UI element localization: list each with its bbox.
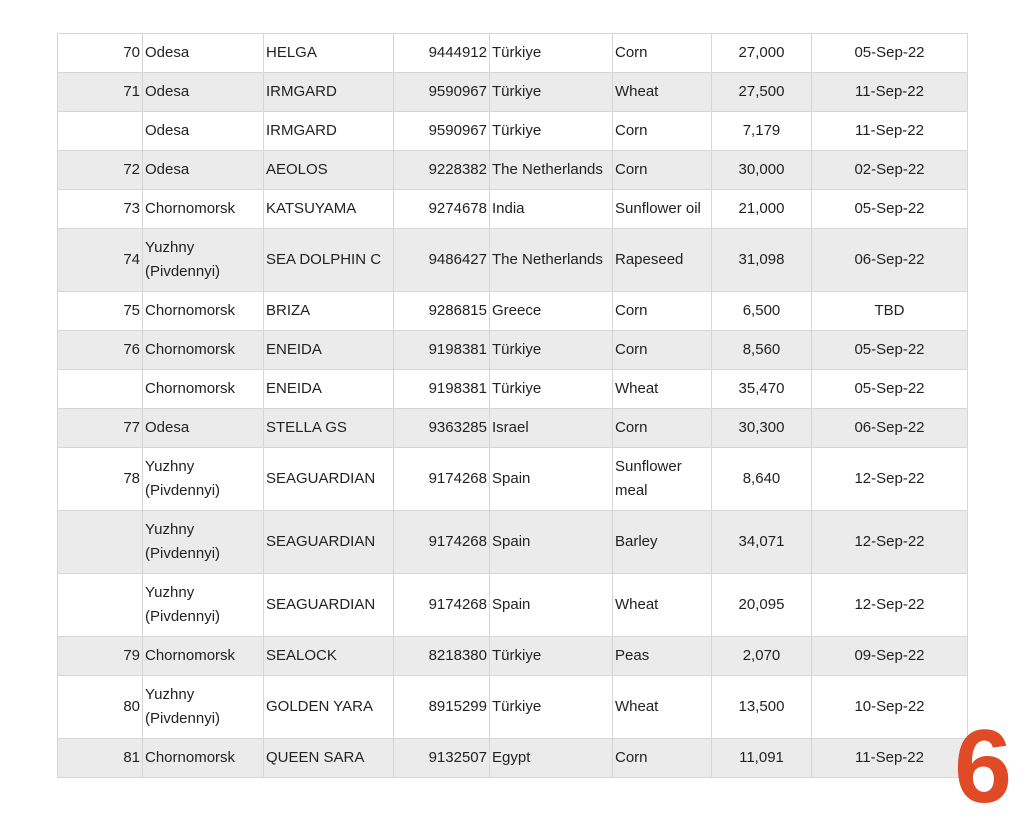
imo-cell: 9590967 xyxy=(394,73,490,112)
cargo-cell: Corn xyxy=(613,409,712,448)
table-row xyxy=(58,739,968,778)
table-row xyxy=(58,229,968,292)
table-row xyxy=(58,151,968,190)
port-cell: Odesa xyxy=(143,151,264,190)
imo-cell: 9286815 xyxy=(394,292,490,331)
vessel-cell: IRMGARD xyxy=(264,73,394,112)
tonnage-cell: 8,640 xyxy=(712,448,812,511)
tonnage-cell: 27,500 xyxy=(712,73,812,112)
date-cell: 11-Sep-22 xyxy=(812,73,968,112)
row-number: 80 xyxy=(58,676,143,739)
port-cell: Chornomorsk xyxy=(143,331,264,370)
imo-cell: 9198381 xyxy=(394,331,490,370)
tonnage-cell: 31,098 xyxy=(712,229,812,292)
flag-cell: Greece xyxy=(490,292,613,331)
imo-cell: 9198381 xyxy=(394,370,490,409)
row-number: 72 xyxy=(58,151,143,190)
port-cell: Yuzhny (Pivdennyi) xyxy=(143,676,264,739)
imo-cell: 9274678 xyxy=(394,190,490,229)
port-cell: Yuzhny (Pivdennyi) xyxy=(143,229,264,292)
vessel-cell: HELGA xyxy=(264,34,394,73)
cargo-cell: Sunflower meal xyxy=(613,448,712,511)
date-cell: 05-Sep-22 xyxy=(812,331,968,370)
row-number: 74 xyxy=(58,229,143,292)
date-cell: 11-Sep-22 xyxy=(812,112,968,151)
flag-cell: Türkiye xyxy=(490,676,613,739)
port-cell: Chornomorsk xyxy=(143,739,264,778)
flag-cell: India xyxy=(490,190,613,229)
tonnage-cell: 2,070 xyxy=(712,637,812,676)
page-number: 6 xyxy=(954,709,1012,825)
date-cell: 12-Sep-22 xyxy=(812,511,968,574)
table-row xyxy=(58,112,968,151)
cargo-cell: Rapeseed xyxy=(613,229,712,292)
imo-cell: 9444912 xyxy=(394,34,490,73)
table-row xyxy=(58,409,968,448)
flag-cell: Spain xyxy=(490,511,613,574)
cargo-cell: Wheat xyxy=(613,676,712,739)
vessel-cell: SEA DOLPHIN C xyxy=(264,229,394,292)
flag-cell: Israel xyxy=(490,409,613,448)
vessel-cell: ENEIDA xyxy=(264,331,394,370)
cargo-cell: Corn xyxy=(613,112,712,151)
imo-cell: 9174268 xyxy=(394,448,490,511)
table-row xyxy=(58,511,968,574)
cargo-cell: Corn xyxy=(613,34,712,73)
cargo-cell: Wheat xyxy=(613,73,712,112)
tonnage-cell: 13,500 xyxy=(712,676,812,739)
date-cell: 12-Sep-22 xyxy=(812,574,968,637)
vessel-cell: SEAGUARDIAN xyxy=(264,574,394,637)
vessel-cell: SEAGUARDIAN xyxy=(264,448,394,511)
row-number xyxy=(58,112,143,151)
row-number: 77 xyxy=(58,409,143,448)
vessel-cell: SEAGUARDIAN xyxy=(264,511,394,574)
row-number xyxy=(58,370,143,409)
row-number: 79 xyxy=(58,637,143,676)
date-cell: 05-Sep-22 xyxy=(812,190,968,229)
imo-cell: 8218380 xyxy=(394,637,490,676)
row-number: 70 xyxy=(58,34,143,73)
port-cell: Odesa xyxy=(143,34,264,73)
flag-cell: Spain xyxy=(490,574,613,637)
tonnage-cell: 6,500 xyxy=(712,292,812,331)
table-row xyxy=(58,370,968,409)
vessel-cell: KATSUYAMA xyxy=(264,190,394,229)
vessel-cell: IRMGARD xyxy=(264,112,394,151)
flag-cell: Türkiye xyxy=(490,370,613,409)
flag-cell: The Netherlands xyxy=(490,229,613,292)
date-cell: 02-Sep-22 xyxy=(812,151,968,190)
date-cell: TBD xyxy=(812,292,968,331)
tonnage-cell: 35,470 xyxy=(712,370,812,409)
flag-cell: Türkiye xyxy=(490,331,613,370)
tonnage-cell: 11,091 xyxy=(712,739,812,778)
port-cell: Yuzhny (Pivdennyi) xyxy=(143,448,264,511)
table-row xyxy=(58,331,968,370)
date-cell: 06-Sep-22 xyxy=(812,229,968,292)
imo-cell: 9174268 xyxy=(394,511,490,574)
table-row xyxy=(58,34,968,73)
date-cell: 12-Sep-22 xyxy=(812,448,968,511)
port-cell: Chornomorsk xyxy=(143,292,264,331)
cargo-cell: Wheat xyxy=(613,574,712,637)
cargo-cell: Wheat xyxy=(613,370,712,409)
flag-cell: Türkiye xyxy=(490,73,613,112)
tonnage-cell: 21,000 xyxy=(712,190,812,229)
cargo-cell: Corn xyxy=(613,331,712,370)
shipment-table xyxy=(57,33,968,778)
tonnage-cell: 7,179 xyxy=(712,112,812,151)
flag-cell: The Netherlands xyxy=(490,151,613,190)
cargo-cell: Corn xyxy=(613,739,712,778)
tonnage-cell: 34,071 xyxy=(712,511,812,574)
flag-cell: Türkiye xyxy=(490,34,613,73)
flag-cell: Türkiye xyxy=(490,637,613,676)
table-row xyxy=(58,190,968,229)
port-cell: Chornomorsk xyxy=(143,637,264,676)
port-cell: Yuzhny (Pivdennyi) xyxy=(143,511,264,574)
row-number: 73 xyxy=(58,190,143,229)
date-cell: 06-Sep-22 xyxy=(812,409,968,448)
port-cell: Chornomorsk xyxy=(143,370,264,409)
tonnage-cell: 30,000 xyxy=(712,151,812,190)
tonnage-cell: 30,300 xyxy=(712,409,812,448)
cargo-cell: Barley xyxy=(613,511,712,574)
vessel-cell: STELLA GS xyxy=(264,409,394,448)
row-number: 81 xyxy=(58,739,143,778)
date-cell: 11-Sep-22 xyxy=(812,739,968,778)
date-cell: 10-Sep-22 xyxy=(812,676,968,739)
cargo-cell: Sunflower oil xyxy=(613,190,712,229)
port-cell: Odesa xyxy=(143,409,264,448)
flag-cell: Egypt xyxy=(490,739,613,778)
imo-cell: 8915299 xyxy=(394,676,490,739)
table-row xyxy=(58,574,968,637)
cargo-cell: Corn xyxy=(613,151,712,190)
row-number: 71 xyxy=(58,73,143,112)
flag-cell: Spain xyxy=(490,448,613,511)
row-number: 78 xyxy=(58,448,143,511)
tonnage-cell: 8,560 xyxy=(712,331,812,370)
imo-cell: 9132507 xyxy=(394,739,490,778)
table-row xyxy=(58,292,968,331)
vessel-cell: GOLDEN YARA xyxy=(264,676,394,739)
flag-cell: Türkiye xyxy=(490,112,613,151)
tonnage-cell: 20,095 xyxy=(712,574,812,637)
port-cell: Odesa xyxy=(143,112,264,151)
date-cell: 09-Sep-22 xyxy=(812,637,968,676)
port-cell: Chornomorsk xyxy=(143,190,264,229)
vessel-cell: ENEIDA xyxy=(264,370,394,409)
row-number: 76 xyxy=(58,331,143,370)
vessel-cell: QUEEN SARA xyxy=(264,739,394,778)
imo-cell: 9228382 xyxy=(394,151,490,190)
port-cell: Yuzhny (Pivdennyi) xyxy=(143,574,264,637)
table-row xyxy=(58,676,968,739)
imo-cell: 9486427 xyxy=(394,229,490,292)
table-row xyxy=(58,637,968,676)
cargo-cell: Corn xyxy=(613,292,712,331)
row-number xyxy=(58,511,143,574)
port-cell: Odesa xyxy=(143,73,264,112)
imo-cell: 9174268 xyxy=(394,574,490,637)
imo-cell: 9590967 xyxy=(394,112,490,151)
imo-cell: 9363285 xyxy=(394,409,490,448)
date-cell: 05-Sep-22 xyxy=(812,370,968,409)
row-number: 75 xyxy=(58,292,143,331)
cargo-cell: Peas xyxy=(613,637,712,676)
vessel-cell: SEALOCK xyxy=(264,637,394,676)
table-row xyxy=(58,73,968,112)
vessel-cell: AEOLOS xyxy=(264,151,394,190)
vessel-cell: BRIZA xyxy=(264,292,394,331)
row-number xyxy=(58,574,143,637)
tonnage-cell: 27,000 xyxy=(712,34,812,73)
date-cell: 05-Sep-22 xyxy=(812,34,968,73)
table-row xyxy=(58,448,968,511)
